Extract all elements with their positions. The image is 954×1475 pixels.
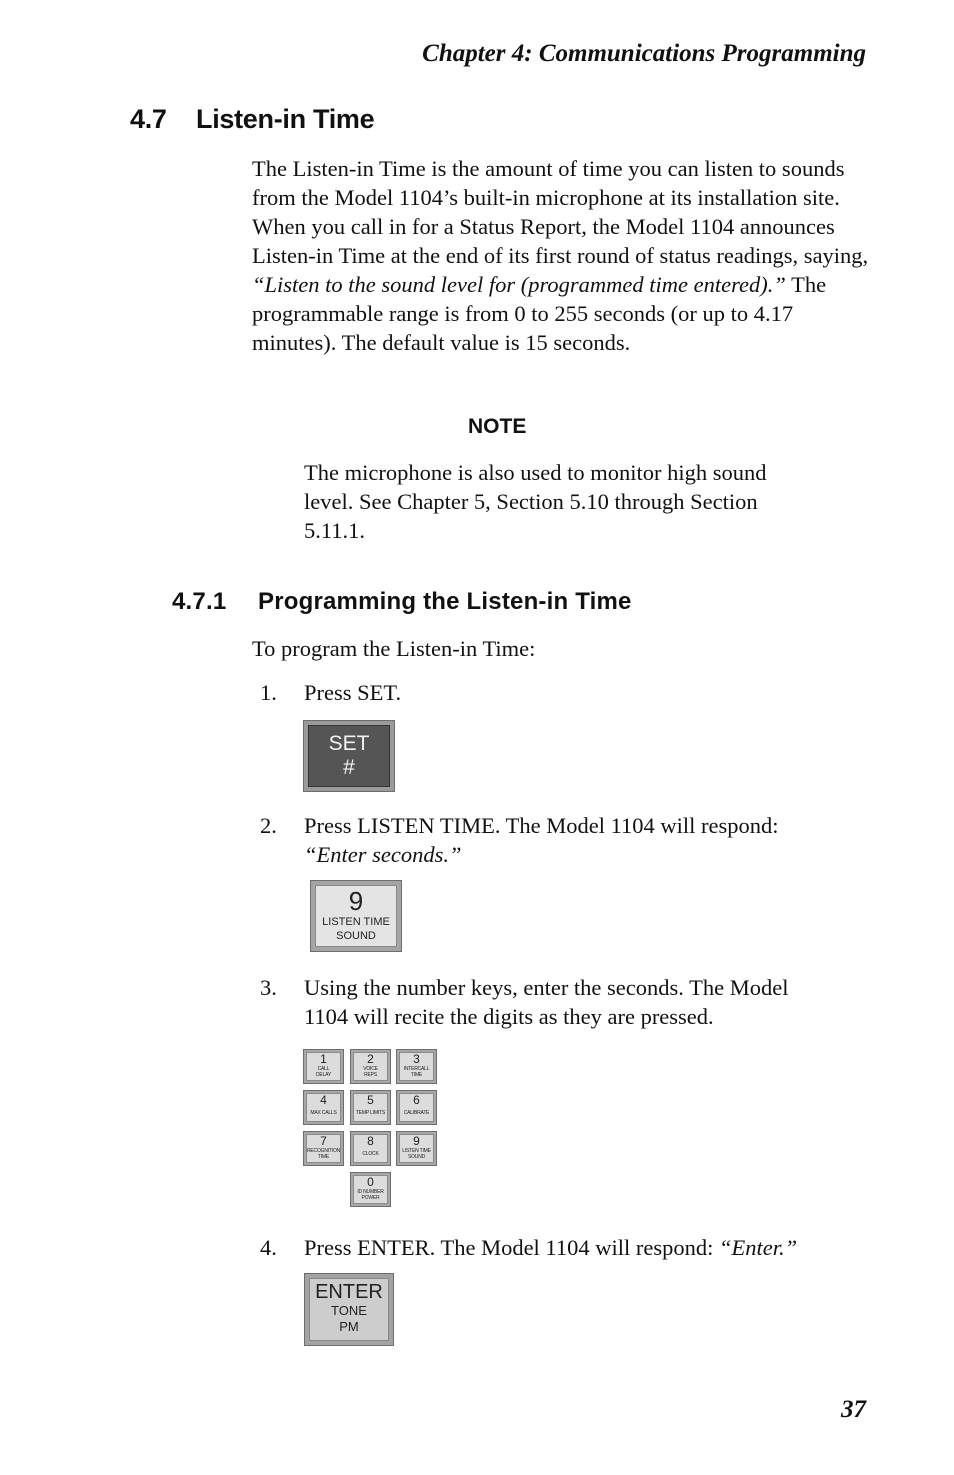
- step-1-text: Press SET.: [304, 680, 402, 705]
- keypad-key: [350, 1049, 391, 1084]
- key-digit: 6: [413, 1093, 420, 1107]
- key-label: TIME: [317, 1154, 330, 1160]
- pound-symbol: #: [343, 756, 355, 779]
- keypad-key: [350, 1131, 391, 1166]
- step-4-number: 4.: [260, 1235, 277, 1260]
- key-digit: 9: [413, 1134, 420, 1148]
- subsection-title: Programming the Listen-in Time: [258, 588, 632, 615]
- set-key: [303, 720, 395, 792]
- keypad-key: [303, 1090, 344, 1125]
- key-digit: 3: [413, 1052, 420, 1066]
- key-digit: 7: [320, 1134, 327, 1148]
- key-label: SOUND: [407, 1154, 426, 1160]
- key-label: INTERCALL: [403, 1066, 430, 1072]
- step-3-text-line2: 1104 will recite the digits as they are pressed.: [304, 1004, 714, 1029]
- listen-key-digit: 9: [348, 886, 364, 916]
- subsection-number: 4.7.1: [172, 588, 227, 615]
- key-label: CALL: [317, 1066, 330, 1072]
- intro-paragraph: [252, 154, 872, 357]
- step-2-text: Press LISTEN TIME. The Model 1104 will respond:: [304, 813, 779, 838]
- keypad-key: [350, 1172, 391, 1207]
- section-heading: [130, 104, 374, 135]
- key-label: CALIBRATE: [403, 1110, 430, 1116]
- step-4-text: [304, 1233, 797, 1262]
- intro-text-1: The Listen-in Time is the amount of time you can listen to sounds from the Model 1104’s built-in microphone at its installation site. When you call in for a Status Report, the Model 1104 announces Listen-in Time at the end of its first round of status readings, saying,: [252, 156, 869, 268]
- key-label: LISTEN TIME: [402, 1148, 431, 1154]
- key-label: VOICE: [363, 1066, 378, 1072]
- key-label: TEMP LIMITS: [355, 1110, 386, 1116]
- key-label: TIME: [410, 1072, 423, 1078]
- section-title: Listen-in Time: [196, 104, 375, 134]
- step-4-quote: “Enter.”: [718, 1235, 798, 1260]
- section-number: 4.7: [130, 104, 167, 134]
- subsection-heading: [172, 588, 632, 616]
- note-title: NOTE: [468, 415, 527, 438]
- enter-key: [304, 1273, 394, 1346]
- page-number: 37: [841, 1396, 866, 1423]
- key-digit: 0: [367, 1175, 374, 1189]
- step-1-number: 1.: [260, 680, 277, 705]
- keypad-key: [303, 1131, 344, 1166]
- listen-time-key: [310, 880, 402, 952]
- sound-key-label: SOUND: [336, 930, 376, 942]
- step-2-number: 2.: [260, 813, 277, 838]
- key-digit: 5: [367, 1093, 374, 1107]
- intro-quote: “Listen to the sound level for (programmed time entered).”: [252, 272, 786, 297]
- step-4-text-body: Press ENTER. The Model 1104 will respond:: [304, 1235, 719, 1260]
- tone-key-label: TONE: [331, 1303, 367, 1318]
- note-text: The microphone is also used to monitor high sound level. See Chapter 5, Section 5.10 through Section 5.11.1.: [304, 460, 767, 543]
- key-digit: 4: [320, 1093, 327, 1107]
- key-digit: 8: [367, 1134, 374, 1148]
- key-label: ID NUMBER: [357, 1189, 384, 1195]
- step-2-quote: [304, 840, 462, 869]
- key-label: POWER: [361, 1195, 380, 1201]
- keypad-key: [396, 1090, 437, 1125]
- keypad-key: [396, 1049, 437, 1084]
- intro-text-2: The programmable range is from 0 to 255 seconds (or up to 4.17 minutes). The default value is 15 seconds.: [252, 272, 827, 355]
- key-label: DELAY: [315, 1072, 332, 1078]
- step-3-number: 3.: [260, 975, 277, 1000]
- enter-key-label: ENTER: [315, 1281, 383, 1303]
- lead-text: To program the Listen-in Time:: [252, 636, 536, 661]
- running-header: Chapter 4: Communications Programming: [422, 40, 866, 67]
- keypad-key: [303, 1049, 344, 1084]
- key-label: RECOGNITION: [307, 1148, 341, 1154]
- step-2-quote-text: “Enter seconds.”: [304, 842, 462, 867]
- listen-key-label: LISTEN TIME: [322, 916, 390, 928]
- key-digit: 2: [367, 1052, 374, 1066]
- pm-key-label: PM: [339, 1319, 359, 1334]
- key-label: CLOCK: [362, 1151, 379, 1157]
- key-label: REPS: [364, 1072, 377, 1078]
- key-digit: 1: [320, 1052, 327, 1066]
- key-label: MAX CALLS: [310, 1110, 337, 1116]
- keypad-key: [396, 1131, 437, 1166]
- step-3-text-line1: Using the number keys, enter the seconds. The Model: [304, 975, 789, 1000]
- keypad-key: [350, 1090, 391, 1125]
- number-keypad: [303, 1049, 437, 1207]
- set-key-label: SET: [328, 732, 370, 755]
